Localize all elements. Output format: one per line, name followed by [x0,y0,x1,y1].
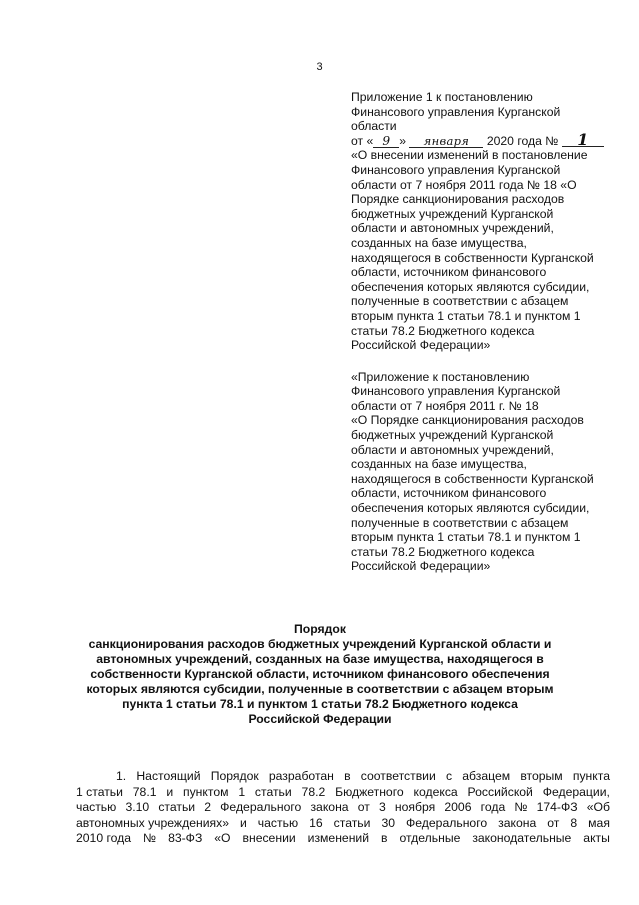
page-number: 3 [316,61,323,73]
appendix-line: находящегося в собственности Курганской [351,250,594,265]
appendix-line: Финансового управления Курганской [351,104,561,119]
body-word: 2006 [444,800,472,814]
body-word: Федерального [220,800,302,814]
appendix-line: области и автономных учреждений, [351,442,554,457]
handwritten-month: января [409,135,483,148]
body-word: «Об [586,800,610,814]
appendix-line: бюджетных учреждений Курганской [351,428,554,443]
body-paragraph [76,769,610,847]
body-word: Российской [467,784,533,799]
appendix-line: вторым пункта 1 статьи 78.1 и пунктом 1 [351,308,581,323]
body-word: кодекса [413,784,458,799]
appendix-line: области от 7 ноября 2011 года № 18 «О [351,177,577,192]
appendix-header-lines [351,90,613,134]
body-line [76,816,610,832]
appendix-line: полученные в соответствии с абзацем [351,515,569,530]
body-word: 1 [238,784,246,799]
body-word: законодательные [472,831,572,845]
order-title-line: автономных учреждений, созданных на базе имущества, находящегося в [96,652,544,666]
body-line [76,785,610,801]
appendix-line: Российской Федерации» [351,559,491,574]
body-word: статьи [333,815,371,830]
appendix-line: «Приложение к постановлению [351,369,530,384]
body-word: акты [583,831,610,845]
body-word: с [445,769,453,783]
appendix-line: бюджетных учреждений Курганской [351,206,554,221]
body-line [76,769,610,785]
appendix-line: созданных на базе имущества, [351,457,527,472]
appendix-line: статьи 78.2 Бюджетного кодекса [351,323,535,338]
body-word: 78.1 [132,784,157,799]
date-prefix: от « [351,133,374,148]
body-word: № [143,831,157,845]
appendix-line: обеспечения которых являются субсидии, [351,279,590,294]
body-word: «О [214,831,231,845]
order-title-line: Российской Федерации [248,712,392,726]
body-word: Бюджетного [335,784,404,799]
appendix-line: находящегося в собственности Курганской [351,471,594,486]
appendix-line: Финансового управления Курганской [351,162,561,177]
appendix-body-lines [351,148,613,574]
body-word: Настоящий [136,769,201,783]
appendix-line: обеспечения которых являются субсидии, [351,501,590,516]
body-word: 1 статьи [76,784,123,799]
body-word: статьи [158,800,196,814]
body-word: в [381,831,388,845]
appendix-line: Финансового управления Курганской [351,384,561,399]
body-word: в [344,769,351,783]
body-word: 174-ФЗ [536,800,578,814]
order-title-line: Порядок [294,622,346,636]
body-line [76,831,610,847]
appendix-block [351,90,613,574]
body-word: Федерального [406,815,488,830]
body-word: от [357,800,370,814]
body-word: 83-ФЗ [168,831,203,845]
body-word: изменений [307,831,370,845]
order-title-line: которых являются субсидии, полученные в соответствии с абзацем вторым [86,682,554,696]
body-word: 78.2 [301,784,326,799]
body-word: и [239,815,247,830]
body-word: закона [498,815,537,830]
appendix-line: области [351,119,397,134]
body-word: отдельные [399,831,461,845]
body-word: Порядок [210,769,259,783]
body-word: вторым [520,769,563,783]
appendix-line: области, источником финансового [351,486,547,501]
date-year-text: 2020 года № [486,133,559,148]
order-title-line: пункта 1 статьи 78.1 и пунктом 1 статьи 78.2 Бюджетного кодекса [122,697,518,711]
appendix-line: Российской Федерации» [351,338,491,353]
body-word: № [514,800,528,814]
appendix-line: полученные в соответствии с абзацем [351,294,569,309]
body-word: 3 [378,800,386,814]
body-word: закона [310,800,349,814]
body-word: автономных учреждениях» [76,815,229,830]
body-word: 2 [204,800,212,814]
body-word: абзацем [462,769,511,783]
appendix-line: статьи 78.2 Бюджетного кодекса [351,544,535,559]
appendix-line: созданных на базе имущества, [351,235,527,250]
body-word: разработан [268,769,334,783]
order-title-line: санкционирования расходов бюджетных учреждений Курганской области и [88,637,552,651]
handwritten-number: 1 [562,134,604,147]
body-word: 3.10 [125,800,150,814]
appendix-line: области от 7 ноября 2011 г. № 18 [351,398,539,413]
order-title-line: собственности Курганской области, источником финансового обеспечения [90,667,550,681]
body-word: ноября [394,800,436,814]
order-title [74,622,566,727]
handwritten-day: 9 [373,135,399,148]
appendix-line: вторым пункта 1 статьи 78.1 и пунктом 1 [351,530,581,545]
body-word: частью [76,800,117,814]
body-word: пунктом [182,784,229,799]
appendix-line: Приложение 1 к постановлению [351,90,533,104]
body-word: 2010 года [76,831,132,845]
body-word: 8 [570,815,578,830]
appendix-line: «О внесении изменений в постановление [351,148,588,163]
appendix-line [351,353,613,370]
date-mid: » [399,133,407,148]
body-line [76,800,610,816]
body-word: частью [257,815,299,830]
appendix-line: области, источником финансового [351,265,547,280]
body-word: 30 [381,815,396,830]
body-word: года [480,800,506,814]
body-word: статьи [254,784,292,799]
appendix-line: области и автономных учреждений, [351,221,554,236]
body-word: от [547,815,560,830]
body-word: 16 [309,815,323,830]
appendix-date-line [351,129,613,149]
body-word: пункта [572,769,610,783]
body-word: соответствии [360,769,436,783]
appendix-line: Порядке санкционирования расходов [351,192,565,207]
body-word: мая [588,815,610,830]
body-word: 1. [116,769,127,783]
body-word: внесении [242,831,296,845]
body-word: Федерации, [542,784,610,799]
body-word: и [166,784,174,799]
appendix-line: «О Порядке санкционирования расходов [351,413,584,428]
